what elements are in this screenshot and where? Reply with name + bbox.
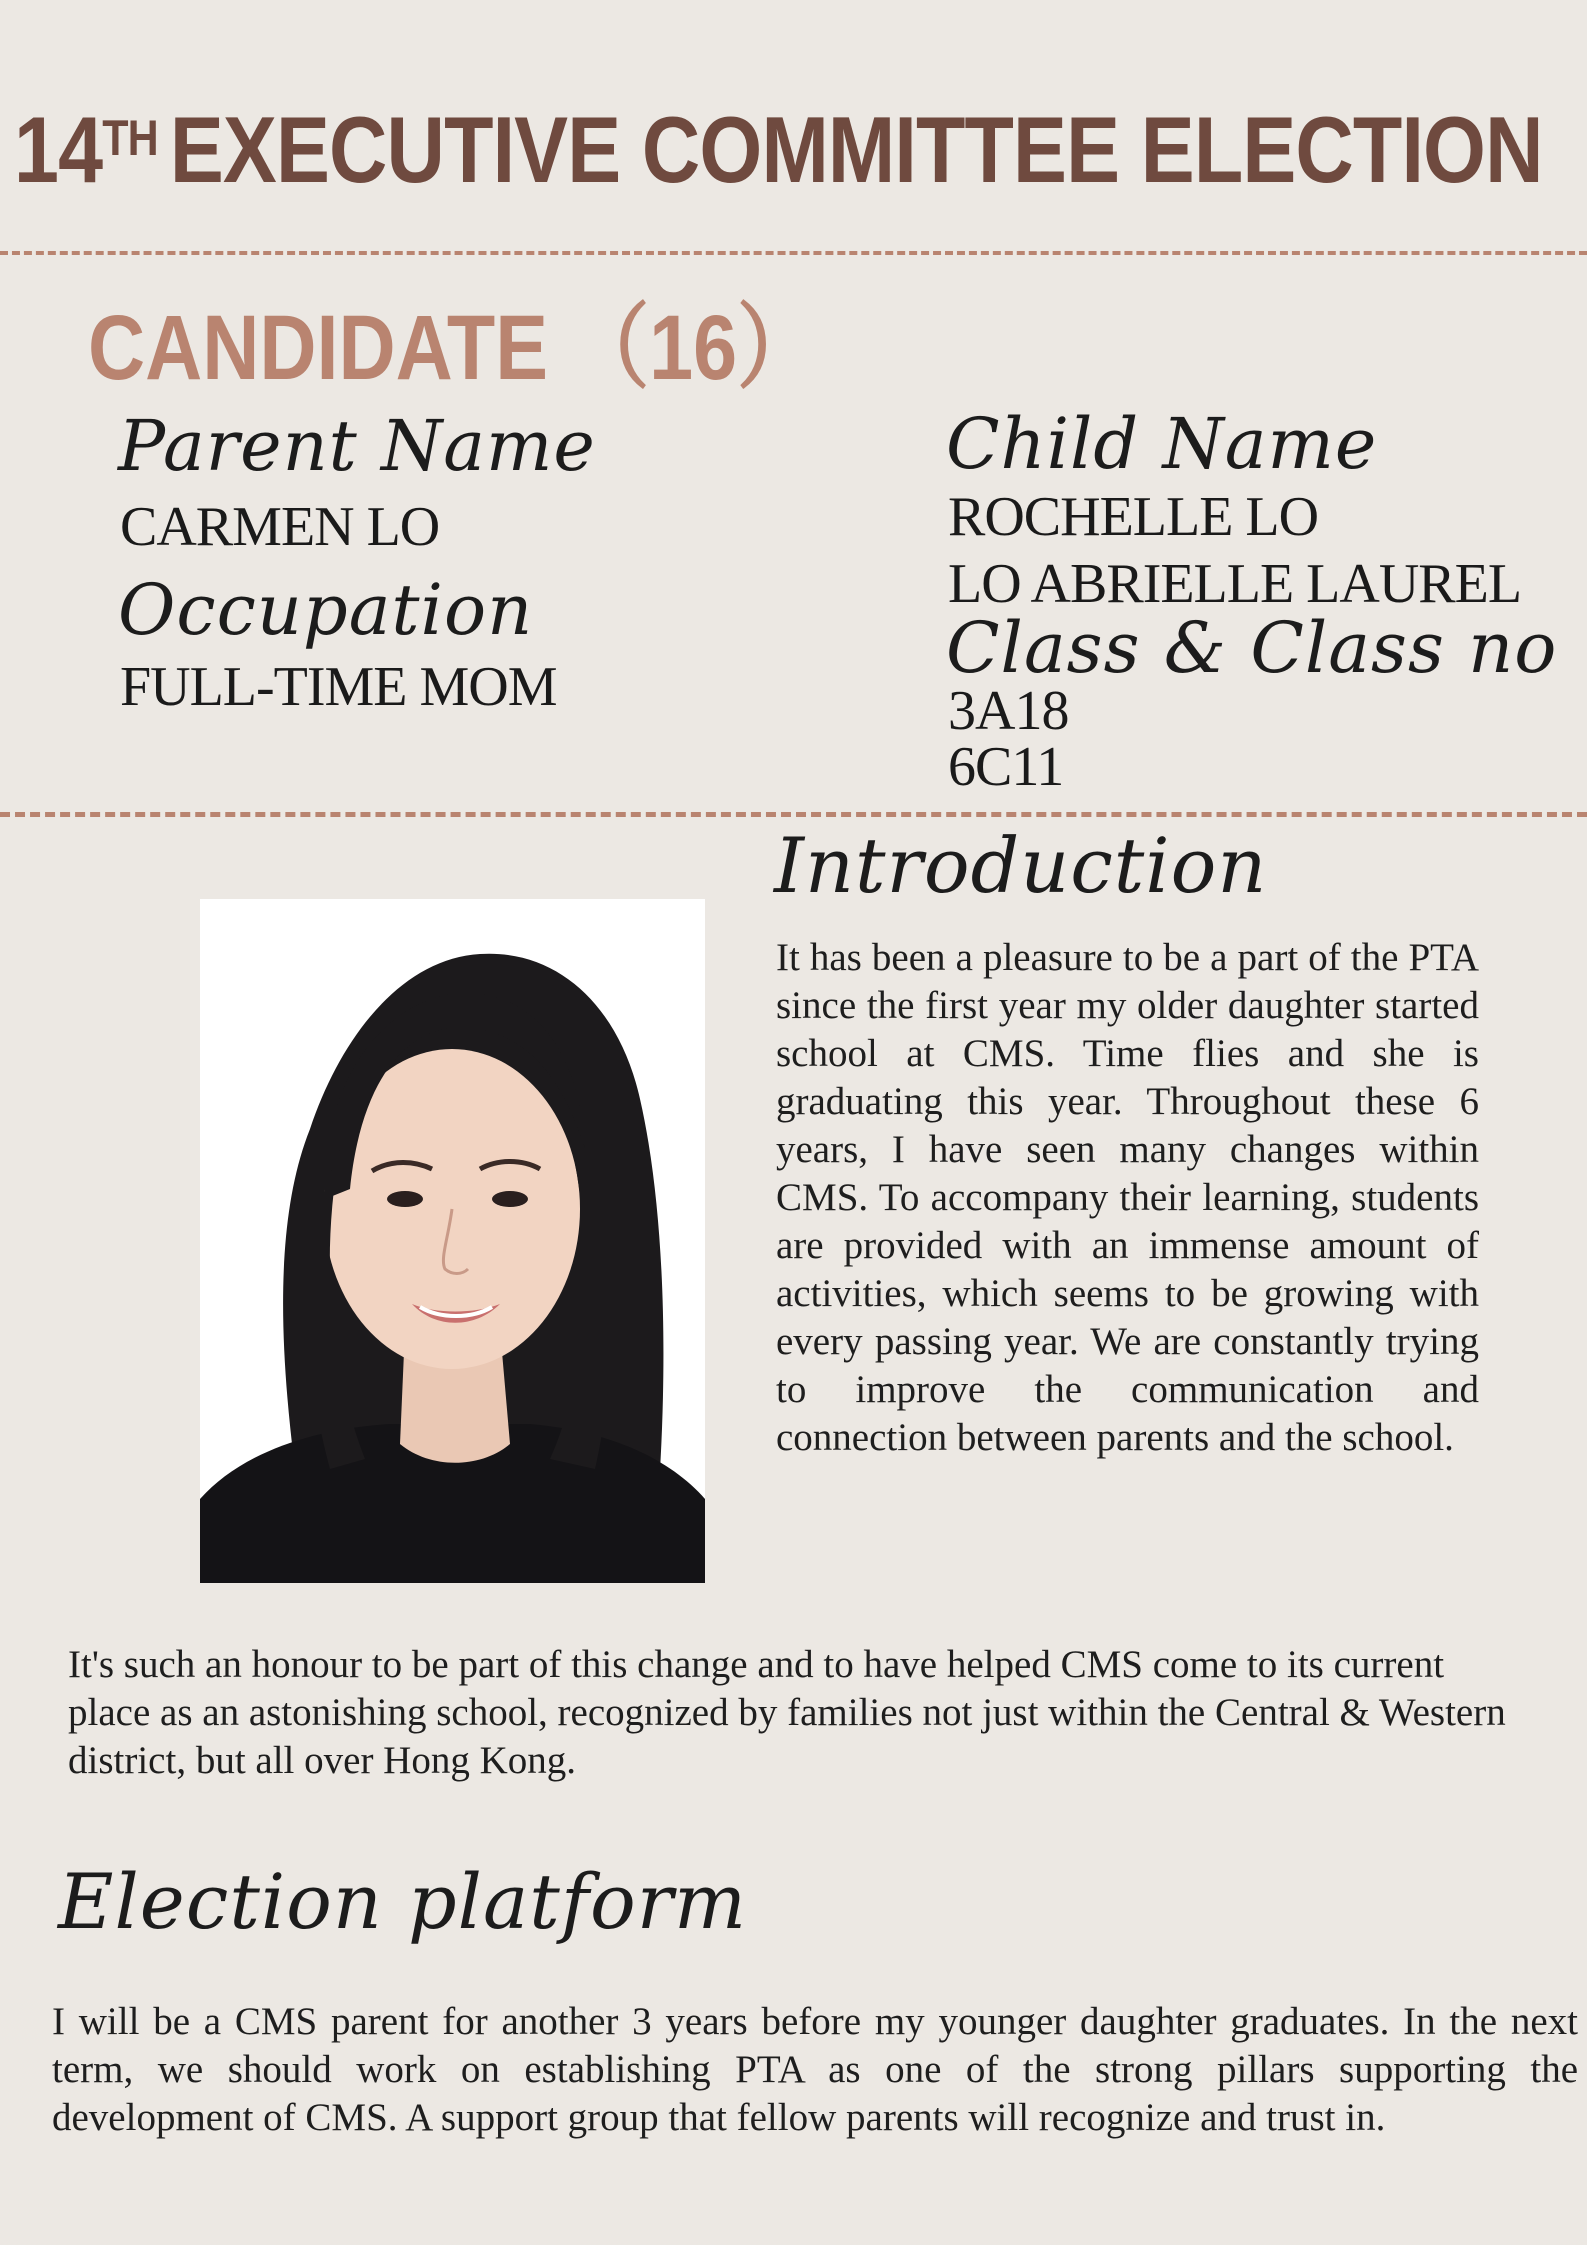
title-number: 14 xyxy=(14,97,103,202)
child-name-1: ROCHELLE LO xyxy=(948,486,1319,548)
child-name-2: LO ABRIELLE LAUREL xyxy=(948,553,1522,615)
middle-divider xyxy=(0,812,1587,817)
page-title xyxy=(14,97,1543,202)
top-divider xyxy=(0,251,1587,255)
child-name-label: Child Name xyxy=(946,403,1378,485)
parent-name: CARMEN LO xyxy=(120,496,440,558)
class-1: 3A18 xyxy=(948,680,1069,742)
class-label: Class & Class no xyxy=(946,607,1558,689)
platform-heading: Election platform xyxy=(58,1857,748,1946)
introduction-paragraph: It has been a pleasure to be a part of the PTA since the first year my older daughter started school at CMS. Time flies and she is graduating this year. Throughout these 6 years, I have seen many changes within CMS. To accompany their learning, students are provided with an immense amount of activities, which seems to be growing with every passing year. We are constantly trying to improve the communication and connection between parents and the school. xyxy=(776,936,1479,1459)
occupation: FULL-TIME MOM xyxy=(120,656,557,718)
title-text: EXECUTIVE COMMITTEE ELECTION xyxy=(169,97,1543,202)
portrait-illustration xyxy=(200,899,705,1583)
class-2: 6C11 xyxy=(948,736,1064,798)
occupation-label: Occupation xyxy=(118,569,534,651)
honour-paragraph: It's such an honour to be part of this change and to have helped CMS come to its current place as an astonishing school, recognized by families not just within the Central & Western district, but all over Hong Kong. xyxy=(68,1643,1506,1782)
candidate-photo xyxy=(200,899,705,1583)
candidate-number: CANDIDATE （16） xyxy=(88,297,817,399)
introduction-heading: Introduction xyxy=(774,821,1268,910)
title-ordinal: TH xyxy=(102,110,158,166)
platform-paragraph: I will be a CMS parent for another 3 years before my younger daughter graduates. In the next term, we should work on establishing PTA as one of the strong pillars supporting the development of CMS. A support group that fellow parents will recognize and trust in. xyxy=(52,2000,1578,2139)
parent-name-label: Parent Name xyxy=(118,405,596,487)
